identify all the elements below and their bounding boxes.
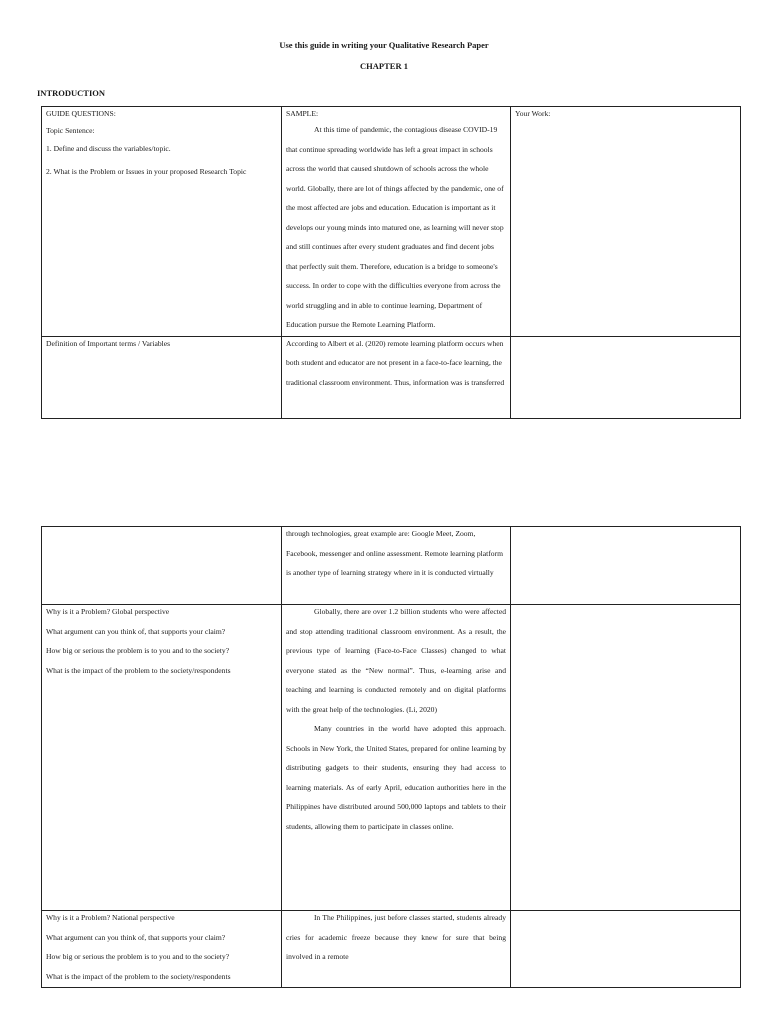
column-header-sample: SAMPLE: [286, 109, 319, 118]
guide-questions-cell [42, 911, 282, 988]
table-row [42, 605, 741, 911]
guide-table-2 [41, 526, 741, 988]
section-heading: INTRODUCTION [37, 88, 106, 98]
table-row [42, 911, 741, 988]
table-row [42, 527, 741, 605]
guide-question: Topic Sentence: [46, 126, 95, 135]
sample-cell [282, 527, 511, 605]
sample-cell [282, 336, 511, 418]
guide-questions-cell [42, 336, 282, 418]
your-work-cell [511, 911, 741, 988]
sample-text: Many countries in the world have adopted this approach. Schools in New York, the United States, prepared for online learning by distributing gadgets to their students, ensuring they had access to learning materials. As of early April, education authorities here in the Philippines have distributed around 500,000 laptops and tablets to their students, allowing them to participate in classes online. [286, 724, 506, 831]
sample-text: through technologies, great example are: Google Meet, Zoom, Facebook, messenger and online assessment. Remote learning platform is another type of learning strategy where in it is conducted virtually [286, 529, 503, 577]
sample-text: In The Philippines, just before classes started, students already cries for academic freeze because they knew for sure that being involved in a remote [286, 913, 506, 961]
your-work-cell [511, 527, 741, 605]
guide-question: What argument can you think of, that supports your claim? [46, 932, 226, 942]
your-work-cell [511, 107, 741, 337]
sample-text: At this time of pandemic, the contagious disease COVID-19 that continue spreading worldwide has left a great impact in schools across the world that caused shutdown of schools across the whole world. Globally, there are lot of things affected by the pandemic, one of the most affected are jobs and education. Education is important as it develops our young minds into matured one, as learning will never stop and still continues after every student graduates and find decent jobs that perfectly suit them. Therefore, education is a bridge to someone's success. In order to cope with the difficulties everyone from across the world struggling and in able to continue learning, Department of Education pursue the Remote Learning Platform. [286, 125, 504, 329]
table-row [42, 107, 741, 337]
sample-cell [282, 107, 511, 337]
guide-question: What is the impact of the problem to the society/respondents [46, 665, 231, 675]
guide-question: How big or serious the problem is to you and to the society? [46, 952, 230, 961]
guide-table-1 [41, 106, 741, 419]
guide-question: 2. What is the Problem or Issues in your proposed Research Topic [46, 167, 247, 176]
column-header-guide: GUIDE QUESTIONS: [46, 109, 116, 118]
guide-question: Why is it a Problem? Global perspective [46, 607, 170, 616]
column-header-work: Your Work: [515, 109, 551, 118]
table-row [42, 336, 741, 418]
guide-question: How big or serious the problem is to you and to the society? [46, 646, 230, 655]
guide-questions-cell [42, 527, 282, 605]
guide-question: What argument can you think of, that supports your claim? [46, 626, 226, 636]
guide-question: Definition of Important terms / Variables [46, 338, 171, 348]
document-title: Use this guide in writing your Qualitative Research Paper [279, 40, 489, 50]
sample-cell [282, 605, 511, 911]
guide-questions-cell [42, 605, 282, 911]
your-work-cell [511, 605, 741, 911]
your-work-cell [511, 336, 741, 418]
guide-question: What is the impact of the problem to the society/respondents [46, 971, 231, 981]
guide-questions-cell [42, 107, 282, 337]
sample-text: According to Albert et al. (2020) remote learning platform occurs when both student and educator are not present in a face-to-face learning, the traditional classroom environment. Thus, information was is transferred [286, 338, 505, 387]
sample-cell [282, 911, 511, 988]
guide-question: Why is it a Problem? National perspective [46, 913, 175, 922]
chapter-heading: CHAPTER 1 [360, 61, 408, 71]
guide-question: 1. Define and discuss the variables/topic. [46, 144, 171, 153]
sample-text: Globally, there are over 1.2 billion students who were affected and stop attending traditional classroom environment. As a result, the previous type of learning (Face-to-Face Classes) changed to what everyone stated as the “New normal”. Thus, e-learning arise and teaching and learning is conducted remotely and on digital platforms with the great help of the technologies. (Li, 2020) [286, 607, 506, 714]
